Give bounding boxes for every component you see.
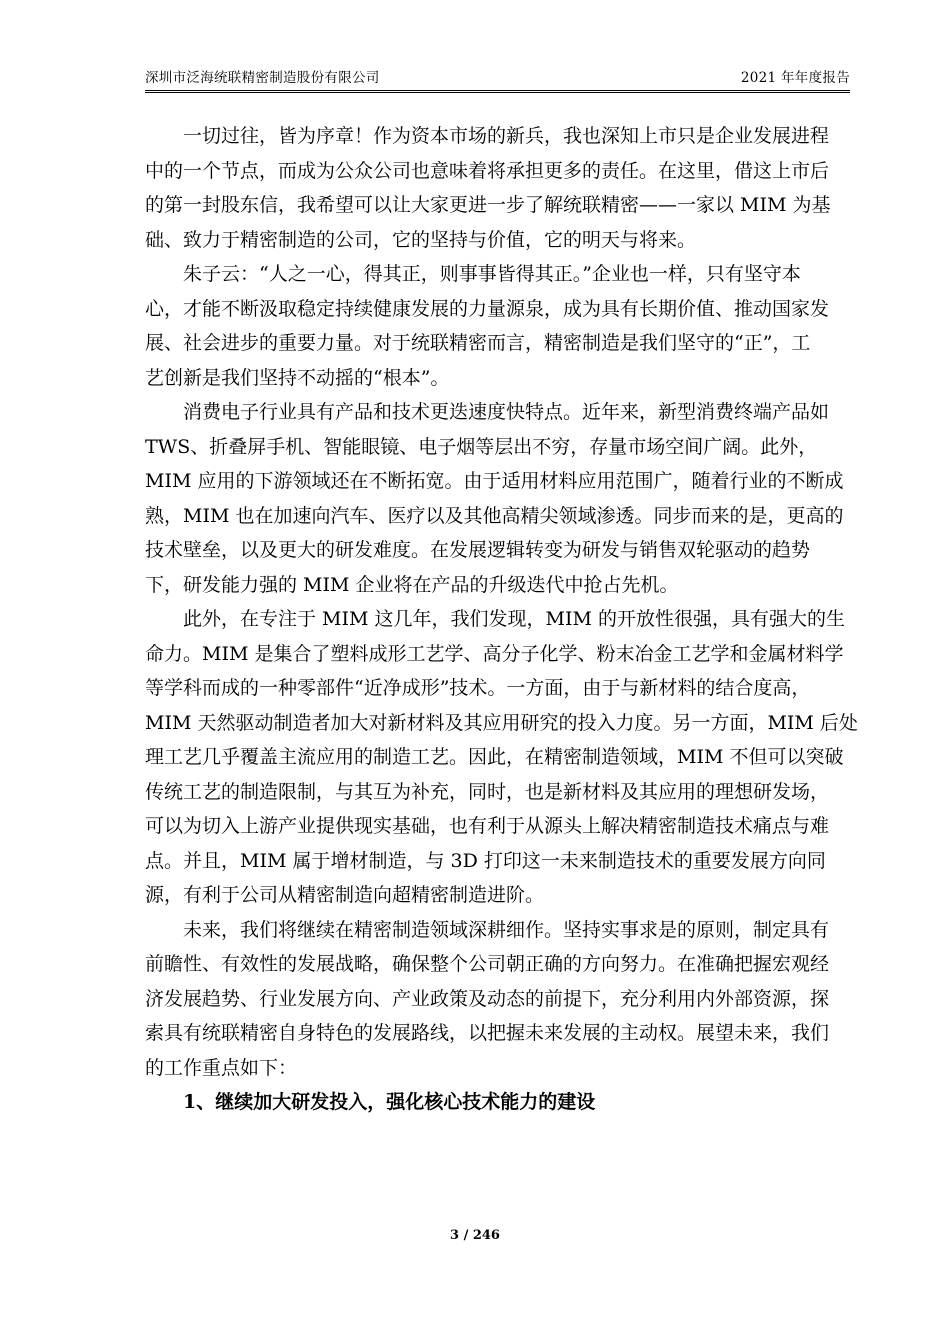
paragraph-1	[145, 119, 850, 257]
text-line: 可以为切入上游产业提供现实基础，也有利于从源头上解决精密制造技术痛点与难	[145, 815, 830, 837]
text-line: 中的一个节点，而成为公众公司也意味着将承担更多的责任。在这里，借这上市后	[145, 159, 830, 182]
text-line: MIM 应用的下游领域还在不断拓宽。由于适用材料应用范围广，随着行业的不断成	[145, 470, 844, 492]
header-divider	[145, 92, 850, 93]
text-line: TWS、折叠屏手机、智能眼镜、电子烟等层出不穷，存量市场空间广阔。此外，	[145, 435, 818, 458]
text-line: 等学科而成的一种零部件“近净成形”技术。一方面，由于与新材料的结合度高，	[145, 677, 811, 699]
text-line: 理工艺几乎覆盖主流应用的制造工艺。因此，在精密制造领域，MIM 不但可以突破	[145, 746, 844, 768]
text-line: 技术壁垒，以及更大的研发难度。在发展逻辑转变为研发与销售双轮驱动的趋势	[145, 539, 811, 561]
text-line: 朱子云：“人之一心，得其正，则事事皆得其正。”企业也一样，只有坚守本	[183, 263, 801, 285]
text-line: 艺创新是我们坚持不动摇的“根本”。	[145, 366, 450, 389]
header-report-title: 2021 年年度报告	[740, 70, 850, 86]
text-line: 点。并且，MIM 属于增材制造，与 3D 打印这一未来制造技术的重要发展方向同	[145, 849, 826, 872]
section-heading: 1、继续加大研发投入，强化核心技术能力的建设	[183, 1091, 596, 1113]
paragraph-4	[145, 602, 858, 913]
header-company-name: 深圳市泛海统联精密制造股份有限公司	[145, 70, 380, 86]
text-line: 前瞻性、有效性的发展战略，确保整个公司朝正确的方向努力。在准确把握宏观经	[145, 953, 830, 975]
paragraph-5	[145, 913, 850, 1086]
page-number: 3 / 246	[450, 1228, 500, 1243]
text-line: 消费电子行业具有产品和技术更迭速度快特点。近年来，新型消费终端产品如	[183, 401, 830, 423]
text-line: 一切过往，皆为序章！作为资本市场的新兵，我也深知上市只是企业发展进程	[183, 125, 830, 147]
paragraph-2	[145, 257, 850, 395]
letter-body	[145, 119, 858, 1120]
text-line: 下，研发能力强的 MIM 企业将在产品的升级迭代中抢占先机。	[145, 573, 679, 596]
text-line: 未来，我们将继续在精密制造领域深耕细作。坚持实事求是的原则，制定具有	[183, 918, 830, 941]
text-line: 索具有统联精密自身特色的发展路线，以把握未来发展的主动权。展望未来，我们	[145, 1022, 830, 1044]
page-header	[145, 64, 850, 91]
text-line: 传统工艺的制造限制，与其互为补充，同时，也是新材料及其应用的理想研发场，	[145, 780, 830, 803]
text-line: 展、社会进步的重要力量。对于统联精密而言，精密制造是我们坚守的“正”，工	[145, 332, 811, 354]
text-line: 熟，MIM 也在加速向汽车、医疗以及其他高精尖领域渗透。同步而来的是，更高的	[145, 504, 844, 527]
section-heading-1	[145, 1085, 850, 1120]
paragraph-3	[145, 395, 850, 602]
text-line: 础、致力于精密制造的公司，它的坚持与价值，它的明天与将来。	[145, 228, 697, 251]
text-line: 此外，在专注于 MIM 这几年，我们发现，MIM 的开放性很强，具有强大的生	[183, 608, 845, 630]
text-line: 心，才能不断汲取稳定持续健康发展的力量源泉，成为具有长期价值、推动国家发	[145, 297, 830, 320]
text-line: 源，有利于公司从精密制造向超精密制造进阶。	[145, 884, 545, 906]
text-line: 的第一封股东信，我希望可以让大家更进一步了解统联精密——一家以 MIM 为基	[145, 194, 831, 216]
text-line: 命力。MIM 是集合了塑料成形工艺学、高分子化学、粉末冶金工艺学和金属材料学	[145, 642, 844, 665]
text-line: MIM 天然驱动制造者加大对新材料及其应用研究的投入力度。另一方面，MIM 后处	[145, 711, 858, 734]
text-line: 济发展趋势、行业发展方向、产业政策及动态的前提下，充分利用内外部资源，探	[145, 987, 830, 1010]
text-line: 的工作重点如下：	[145, 1056, 298, 1079]
